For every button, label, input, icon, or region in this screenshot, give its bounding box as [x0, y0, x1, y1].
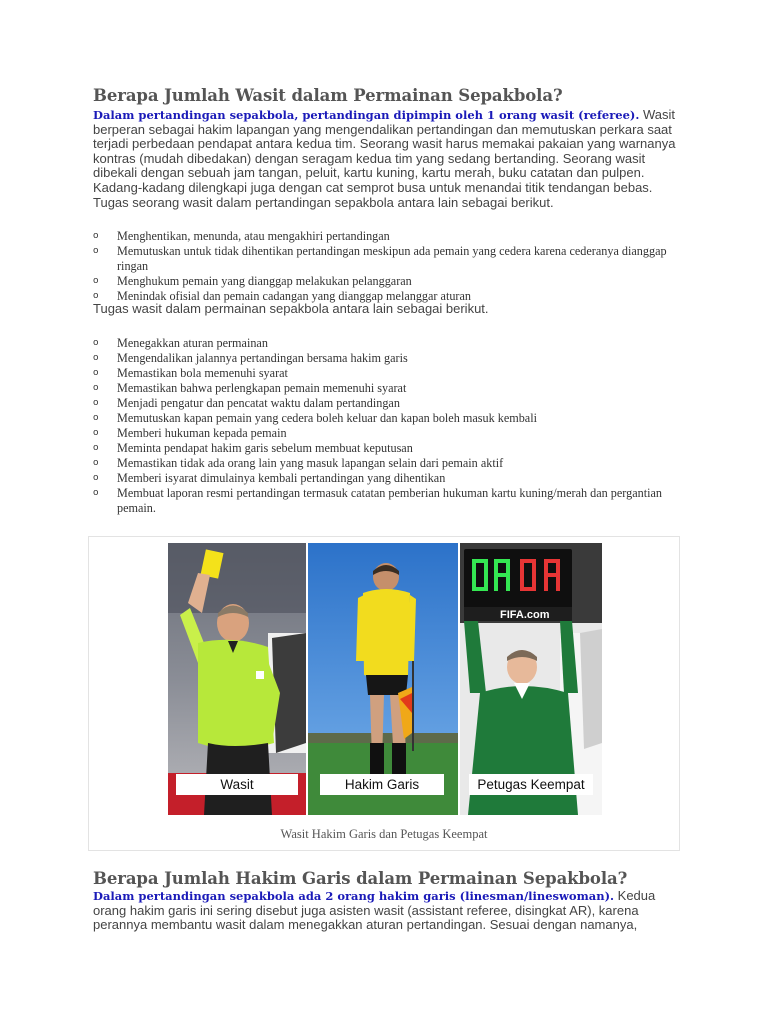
photo-fourth-official — [460, 543, 602, 815]
list-item-text: Mengendalikan jalannya pertandingan bersama hakim garis — [117, 350, 408, 365]
referee-paragraph — [93, 108, 683, 196]
list-item — [93, 396, 683, 411]
duties-list-2 — [93, 336, 683, 516]
list-item — [93, 426, 683, 441]
duties-list-1 — [93, 229, 683, 304]
bullet-icon: o — [93, 412, 99, 423]
list-item — [93, 289, 683, 304]
list-item — [93, 229, 683, 244]
list-item-text: Memastikan bola memenuhi syarat — [117, 365, 288, 380]
duties-intro-1: Tugas seorang wasit dalam pertandingan sepakbola antara lain sebagai berikut. — [93, 194, 554, 210]
photo-referee — [168, 543, 306, 815]
list-item-text: Membuat laporan resmi pertandingan termasuk catatan pemberian hukuman kartu kuning/merah dan pergantian pemain. — [117, 485, 662, 515]
officials-photo-strip — [168, 543, 602, 815]
list-item-text: Memutuskan untuk tidak dihentikan pertandingan meskipun ada pemain yang cedera karena cederanya dianggap ringan — [117, 244, 667, 274]
bullet-icon: o — [93, 382, 99, 393]
list-item — [93, 244, 683, 274]
officials-figure — [88, 536, 680, 851]
bullet-icon: o — [93, 246, 99, 257]
list-item-text: Menghukum pemain yang dianggap melakukan pelanggaran — [117, 274, 412, 289]
list-item-text: Memutuskan kapan pemain yang cedera boleh keluar dan kapan boleh masuk kembali — [117, 410, 537, 425]
bullet-icon: o — [93, 352, 99, 363]
list-item-text: Menindak ofisial dan pemain cadangan yang dianggap melanggar aturan — [117, 289, 471, 304]
list-item-text: Menghentikan, menunda, atau mengakhiri pertandingan — [117, 229, 390, 244]
list-item-text: Meminta pendapat hakim garis sebelum membuat keputusan — [117, 440, 413, 455]
list-item-text: Menjadi pengatur dan pencatat waktu dalam pertandingan — [117, 395, 400, 410]
bullet-icon: o — [93, 487, 99, 498]
linesman-lead: Dalam pertandingan sepakbola ada 2 orang hakim garis (linesman/lineswoman). — [93, 889, 615, 903]
linesman-paragraph — [93, 889, 683, 933]
section-title-referee: Berapa Jumlah Wasit dalam Permainan Sepakbola? — [93, 86, 563, 105]
list-item — [93, 411, 683, 426]
bullet-icon: o — [93, 472, 99, 483]
figure-caption: Wasit Hakim Garis dan Petugas Keempat — [280, 827, 488, 841]
linesman-body: Kedua orang hakim garis ini sering disebut juga asisten wasit (assistant referee, disingkat AR), karena perannya membantu wasit dalam menegakkan aturan pertandingan. Sesuai dengan namanya, — [93, 888, 656, 933]
article — [93, 86, 683, 516]
article-section-2 — [93, 869, 683, 933]
duties-intro-2: Tugas wasit dalam permainan sepakbola antara lain sebagai berikut. — [93, 301, 489, 317]
list-item — [93, 351, 683, 366]
list-item — [93, 456, 683, 471]
label-referee: Wasit — [176, 774, 298, 795]
bullet-icon: o — [93, 231, 99, 242]
label-fourth-official: Petugas Keempat — [469, 774, 593, 795]
list-item-text: Memberi hukuman kepada pemain — [117, 425, 287, 440]
bullet-icon: o — [93, 442, 99, 453]
list-item-text: Memastikan bahwa perlengkapan pemain memenuhi syarat — [117, 380, 407, 395]
photo-linesman — [308, 543, 458, 815]
bullet-icon: o — [93, 427, 99, 438]
bullet-icon: o — [93, 397, 99, 408]
list-item — [93, 441, 683, 456]
list-item — [93, 381, 683, 396]
referee-lead: Dalam pertandingan sepakbola, pertandingan dipimpin oleh 1 orang wasit (referee). — [93, 108, 640, 122]
list-item — [93, 336, 683, 351]
label-linesman: Hakim Garis — [320, 774, 444, 795]
list-item — [93, 471, 683, 486]
bullet-icon: o — [93, 457, 99, 468]
list-item — [93, 274, 683, 289]
list-item-text: Menegakkan aturan permainan — [117, 335, 268, 350]
list-item — [93, 486, 683, 516]
bullet-icon: o — [93, 276, 99, 287]
list-item — [93, 366, 683, 381]
referee-body: Wasit berperan sebagai hakim lapangan yang mengendalikan pertandingan dan memutuskan perkara saat terjadi perbedaan pendapat antara kedua tim. Seorang wasit harus memakai pakaian yang warnanya kontras (mudah dibedakan) dengan seragam kedua tim yang sedang bertanding. Seorang wasit dibekali dengan sebuah jam tangan, peluit, kartu kuning, kartu merah, buku catatan dan pulpen. Kadang-kadang dilengkapi juga dengan cat semprot busa untuk menandai titik tendangan bebas. — [93, 107, 676, 195]
list-item-text: Memastikan tidak ada orang lain yang masuk lapangan selain dari pemain aktif — [117, 455, 504, 470]
bullet-icon: o — [93, 367, 99, 378]
list-item-text: Memberi isyarat dimulainya kembali pertandingan yang dihentikan — [117, 470, 446, 485]
board-brand-text: FIFA.com — [500, 609, 550, 621]
bullet-icon: o — [93, 291, 99, 302]
bullet-icon: o — [93, 337, 99, 348]
section-title-linesman: Berapa Jumlah Hakim Garis dalam Permainan Sepakbola? — [93, 869, 628, 888]
